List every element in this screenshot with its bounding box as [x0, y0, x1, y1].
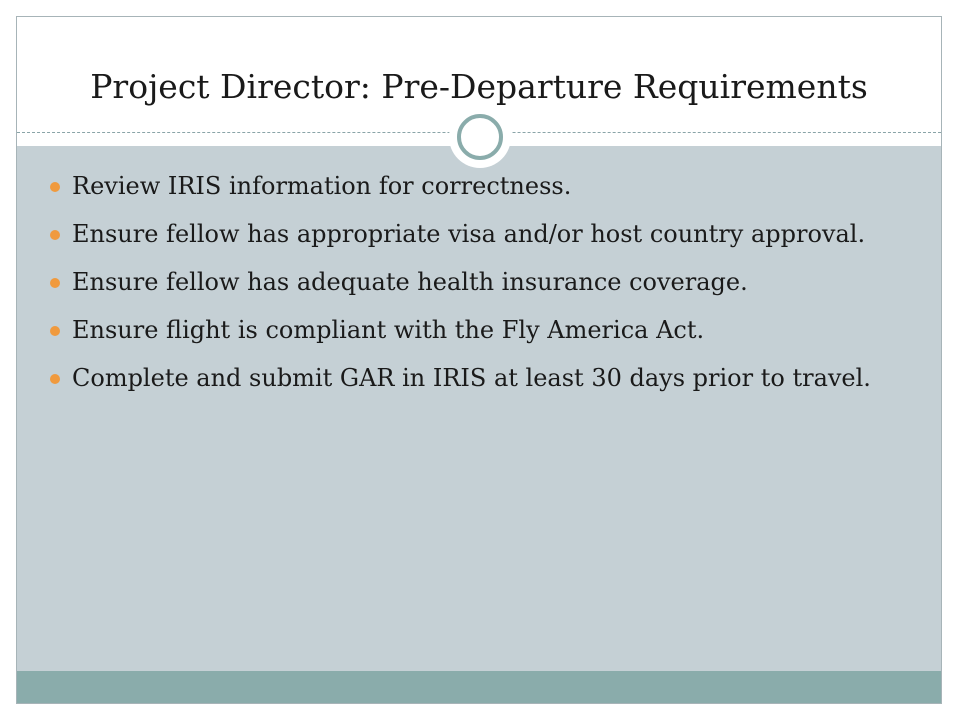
bullet-text: Ensure fellow has appropriate visa and/or host country approval. — [72, 220, 866, 248]
circle-ornament-ring — [457, 114, 503, 160]
list-item — [50, 360, 910, 396]
bullet-text: Ensure fellow has adequate health insurance coverage. — [72, 268, 748, 296]
list-item — [50, 312, 910, 348]
bullet-dot-icon — [50, 278, 60, 288]
bullet-dot-icon — [50, 182, 60, 192]
bullet-list — [50, 168, 910, 408]
bullet-dot-icon — [50, 230, 60, 240]
footer-bar — [17, 671, 941, 703]
bullet-dot-icon — [50, 326, 60, 336]
circle-ornament-icon — [449, 106, 511, 168]
bullet-dot-icon — [50, 374, 60, 384]
bullet-text: Ensure flight is compliant with the Fly America Act. — [72, 316, 705, 344]
list-item — [50, 168, 910, 204]
bullet-text: Complete and submit GAR in IRIS at least 30 days prior to travel. — [72, 364, 871, 392]
list-item — [50, 264, 910, 300]
slide-title: Project Director: Pre-Departure Requirements — [90, 67, 868, 106]
list-item — [50, 216, 910, 252]
bullet-text: Review IRIS information for correctness. — [72, 172, 572, 200]
